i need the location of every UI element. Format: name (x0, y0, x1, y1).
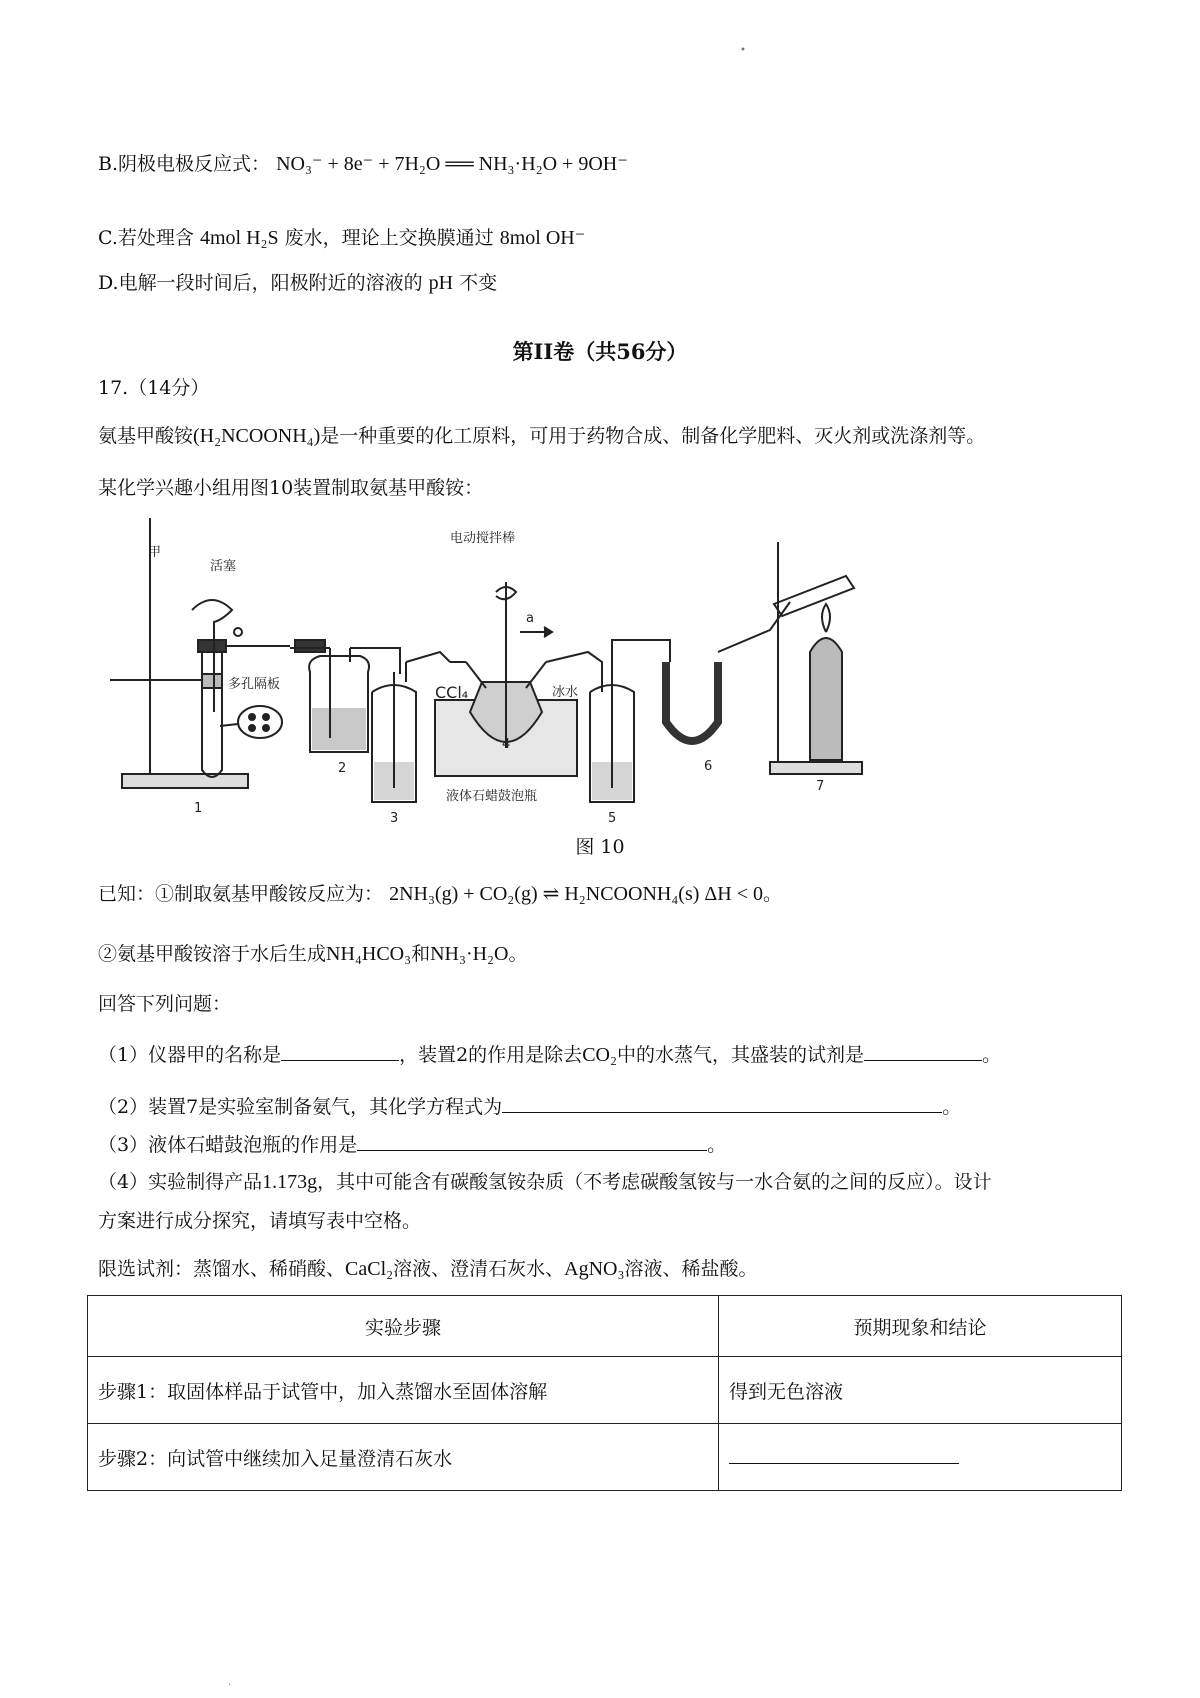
speck: · (228, 1680, 232, 1691)
known-1-end: 。 (763, 883, 783, 905)
sub1-chem: CO₂ (582, 1044, 617, 1066)
sub-question-4 (98, 1168, 992, 1196)
label-bingshui: 冰水 (552, 685, 579, 700)
question-number: 17.（14分） (98, 377, 210, 399)
table-header-results: 预期现象和结论 (719, 1296, 1122, 1357)
reagents-chem-1: CaCl₂ (345, 1258, 394, 1280)
known-1 (98, 880, 782, 908)
table-row (88, 1357, 1122, 1424)
label-duokong: 多孔隔板 (228, 677, 281, 692)
known-2-end: 。 (508, 943, 528, 965)
option-d-text: D.电解一段时间后，阳极附近的溶液的 (98, 272, 423, 294)
label-huosai: 活塞 (210, 559, 237, 574)
intro-formula: (H₂NCOONH₄) (193, 425, 321, 447)
connector-5-6 (612, 640, 670, 664)
option-d-text-2: 不变 (459, 272, 498, 294)
label-ccl4: CCl₄ (435, 683, 469, 702)
sub1-end: 。 (981, 1044, 1001, 1066)
section-title: 第II卷（共56分） (512, 339, 688, 364)
stopcock (234, 628, 242, 636)
sub4-chem: 1.173g (262, 1171, 318, 1193)
flame (822, 604, 830, 632)
connector-6-7 (718, 602, 790, 652)
alcohol-lamp (810, 638, 842, 760)
label-n7: 7 (816, 779, 825, 794)
sub2-text: （2）装置7是实验室制备氨气，其化学方程式为 (98, 1096, 503, 1118)
option-d (98, 269, 497, 297)
sub-question-3 (98, 1130, 726, 1159)
neck-left (466, 662, 486, 688)
sub-question-4-cont: 方案进行成分探究，请填写表中空格。 (98, 1210, 422, 1232)
answer-blank-table[interactable] (729, 1445, 959, 1464)
table-cell-result[interactable] (719, 1424, 1122, 1491)
answer-blank-3[interactable] (357, 1130, 707, 1151)
label-n2: 2 (338, 761, 347, 776)
label-n4: 4 (502, 737, 511, 752)
u-tube-6 (666, 662, 718, 741)
known-2 (98, 940, 528, 968)
option-b-equation: NO₃⁻ + 8e⁻ + 7H₂O ══ NH₃·H₂O + 9OH⁻ (276, 153, 628, 175)
sub1-text-c: 中的水蒸气，其盛装的试剂是 (616, 1044, 864, 1066)
option-c-text-2: 废水，理论上交换膜通过 (284, 227, 494, 249)
experiment-table (87, 1295, 1122, 1491)
table-row (88, 1424, 1122, 1491)
sub4-text-a: （4）实验制得产品 (98, 1171, 263, 1193)
option-b-label: B.阴极电极反应式： (98, 153, 271, 175)
option-c-chem-1: 4mol H₂S (199, 227, 279, 249)
table-cell-step: 步骤2：向试管中继续加入足量澄清石灰水 (88, 1424, 719, 1491)
sub-question-1 (98, 1040, 1001, 1069)
option-b (98, 150, 628, 178)
reagents-text-c: 溶液、稀盐酸。 (624, 1258, 758, 1280)
answer-blank-2[interactable] (502, 1092, 942, 1113)
sub4-text-b: ，其中可能含有碳酸氢铵杂质（不考虑碳酸氢铵与一水合氨的之间的反应）。设计 (317, 1171, 992, 1193)
reagents-text-b: 溶液、澄清石灰水、 (393, 1258, 565, 1280)
reagents-text-a: 限选试剂：蒸馏水、稀硝酸、 (98, 1258, 346, 1280)
figure-caption: 图 10 (575, 836, 625, 858)
intro-name: 氨基甲酸铵 (98, 425, 194, 447)
option-c (98, 224, 585, 252)
table-header-row (88, 1296, 1122, 1357)
option-c-chem-2: 8mol OH⁻ (499, 227, 586, 249)
label-n3: 3 (390, 811, 399, 824)
table-header-steps: 实验步骤 (88, 1296, 719, 1357)
reagents (98, 1255, 757, 1283)
known-1-label: 已知：①制取氨基甲酸铵反应为： (98, 883, 384, 905)
sub2-end: 。 (942, 1096, 962, 1118)
heating-tube-7 (774, 576, 854, 616)
option-c-text-1: C.若处理含 (98, 227, 194, 249)
label-stirrer: 电动搅拌棒 (450, 531, 516, 546)
label-n6: 6 (704, 759, 713, 774)
clamp (202, 674, 222, 688)
known-1-equation: 2NH₃(g) + CO₂(g) ⇌ H₂NCOONH₄(s) ΔH < 0 (389, 883, 763, 905)
sub-question-2 (98, 1092, 961, 1121)
connector-3-4 (406, 652, 450, 662)
reagents-chem-2: AgNO₃ (564, 1258, 625, 1280)
answer-blank-1b[interactable] (864, 1040, 982, 1061)
speck: • (740, 45, 746, 56)
option-d-chem: pH (428, 272, 454, 294)
sub1-text-a: （1）仪器甲的名称是 (98, 1044, 282, 1066)
table-cell-result: 得到无色溶液 (719, 1357, 1122, 1424)
sub3-end: 。 (707, 1134, 727, 1156)
known-2-chem-1: NH₄HCO₃ (326, 943, 412, 965)
sub3-text: （3）液体石蜡鼓泡瓶的作用是 (98, 1134, 358, 1156)
apparatus-figure (110, 512, 930, 824)
funnel-jia (192, 600, 232, 712)
known-2-label: ②氨基甲酸铵溶于水后生成 (98, 943, 327, 965)
known-2-chem-2: NH₃·H₂O (430, 943, 509, 965)
known-2-and: 和 (411, 943, 431, 965)
table-cell-step: 步骤1：取固体样品于试管中，加入蒸馏水至固体溶解 (88, 1357, 719, 1424)
stand-base (122, 774, 248, 788)
porous-plate-inset (238, 706, 282, 738)
answer-prompt: 回答下列问题： (98, 993, 232, 1015)
tubing-1-2 (295, 640, 325, 652)
intro-desc: 是一种重要的化工原料，可用于药物合成、制备化学肥料、灭火剂或洗涤剂等。 (320, 425, 986, 447)
label-n5: 5 (608, 811, 617, 824)
label-bubbler: 液体石蜡鼓泡瓶 (446, 789, 538, 804)
stopper-1 (198, 640, 226, 652)
label-jia: 甲 (148, 545, 162, 560)
sub1-text-b: ，装置2的作用是除去 (399, 1044, 583, 1066)
stand-base-7 (770, 762, 862, 774)
question-intro-1 (98, 422, 985, 450)
test-tube-1 (202, 650, 222, 777)
label-a: a (526, 611, 534, 626)
neck-right (526, 662, 546, 688)
label-n1: 1 (194, 801, 203, 816)
question-intro-2: 某化学兴趣小组用图10装置制取氨基甲酸铵： (98, 477, 484, 499)
answer-blank-1a[interactable] (281, 1040, 399, 1061)
connector-2-3 (350, 648, 400, 674)
